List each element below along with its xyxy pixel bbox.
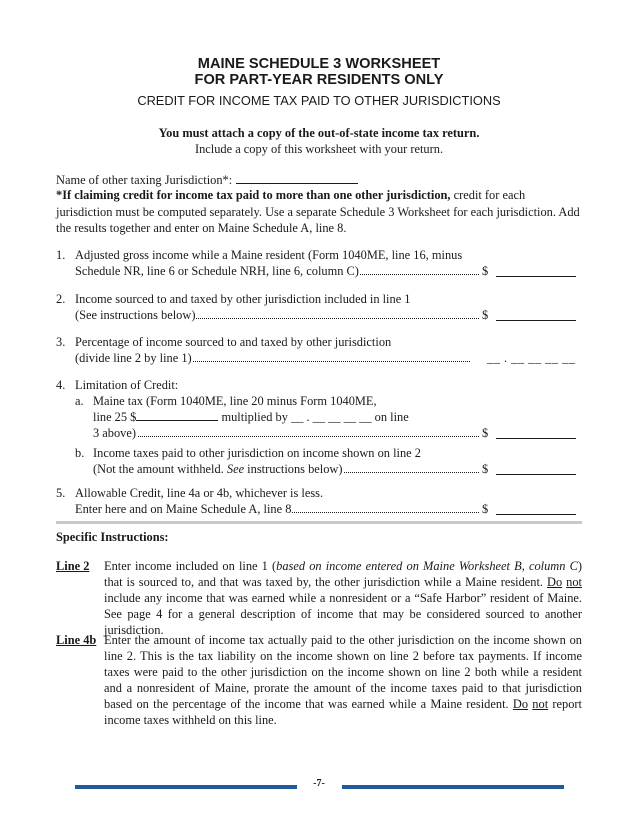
jurisdiction-name-field[interactable] xyxy=(236,171,358,184)
line-1-text-b: Schedule NR, line 6 or Schedule NRH, line 6, column C) xyxy=(75,264,359,278)
title-line-1: MAINE SCHEDULE 3 WORKSHEET xyxy=(197,56,441,72)
attach-notice: You must attach a copy of the out-of-state income tax return. xyxy=(158,126,480,140)
multi-jurisdiction-note xyxy=(56,187,582,237)
line-1-dollar: $ xyxy=(482,264,489,278)
line-2-number: 2. xyxy=(56,292,66,306)
line-1 xyxy=(56,247,582,279)
line-4b-text-2-pre: (Not the amount withheld. xyxy=(93,462,227,476)
line-5-number: 5. xyxy=(56,486,66,500)
instruction-line-2-not: not xyxy=(566,575,582,589)
line-4a-text-2-pre: line 25 $ xyxy=(93,410,137,424)
line-2-text-a: Income sourced to and taxed by other jurisdiction included in line 1 xyxy=(75,292,411,306)
instruction-line-4b-part-1: Enter the amount of income tax actually paid to the other jurisdiction on the income shown on line 2. This is the tax liability on the income shown on line 2 before tax payments. If income taxes were paid to the other jurisdiction on the income shown on line 2 both while a resident and a nonresident of Maine, prorate the amount of the income taxes paid to that jurisdiction based on the percentage of the income that was earned while a Maine resident. xyxy=(104,633,582,711)
line-4b-text-2-see: See xyxy=(226,462,245,476)
instruction-line-2-label: Line 2 xyxy=(56,559,90,573)
line-4a-text-1: Maine tax (Form 1040ME, line 20 minus Form 1040ME, xyxy=(93,394,377,408)
jurisdiction-name-row xyxy=(56,171,358,188)
line-4 xyxy=(56,377,582,477)
line-2 xyxy=(56,291,582,323)
line-4b-amount-field[interactable] xyxy=(496,474,576,475)
instruction-line-2-italic: based on income entered on Maine Worksheet B, column C xyxy=(276,559,578,573)
line-4b-dollar: $ xyxy=(482,462,489,476)
subtitle: CREDIT FOR INCOME TAX PAID TO OTHER JURISDICTIONS xyxy=(137,93,501,108)
instruction-line-2-part-2: ) that is sourced to, and that was taxed by, the other jurisdiction while a Maine resident. xyxy=(104,559,582,589)
line-4b-text-2-row xyxy=(93,461,344,477)
title-line-2: FOR PART-YEAR RESIDENTS ONLY xyxy=(194,72,444,88)
instruction-line-2-do: Do xyxy=(547,575,563,589)
jurisdiction-name-label: Name of other taxing Jurisdiction*: xyxy=(56,173,233,187)
instruction-line-4b-not: not xyxy=(532,697,549,711)
line-1-number: 1. xyxy=(56,248,66,262)
line-4a-amount-field[interactable] xyxy=(496,438,576,439)
line-4a-text-3: 3 above) xyxy=(93,426,137,440)
line-2-dollar: $ xyxy=(482,308,489,322)
instruction-line-4b-part-2: report income taxes withheld on this line. xyxy=(104,697,582,727)
line-5-dollar: $ xyxy=(482,502,489,516)
line-4a-percentage-field[interactable]: __ . __ __ __ __ xyxy=(291,410,372,424)
line-4a-leader xyxy=(93,436,479,437)
section-divider xyxy=(56,521,582,524)
page-number: -7- xyxy=(313,778,325,789)
line-3-text-b: (divide line 2 by line 1) xyxy=(75,351,192,365)
line-4b-text-2-post: instructions below) xyxy=(244,462,343,476)
line-4a-dollar: $ xyxy=(482,426,489,440)
line-4-number: 4. xyxy=(56,378,66,392)
line-4a-text-2-row xyxy=(93,409,409,425)
instruction-line-4b-body xyxy=(104,632,582,728)
line-2-text-b: (See instructions below) xyxy=(75,308,196,322)
line-3-number: 3. xyxy=(56,335,66,349)
line-4-text: Limitation of Credit: xyxy=(75,378,179,392)
specific-instructions-heading: Specific Instructions: xyxy=(56,530,169,544)
line-4b-label: b. xyxy=(75,446,85,460)
line-3 xyxy=(56,334,582,366)
line-2-amount-field[interactable] xyxy=(496,320,576,321)
line-1-amount-field[interactable] xyxy=(496,276,576,277)
multi-note-bold: *If claiming credit for income tax paid to more than one other jurisdiction, xyxy=(56,188,451,202)
line-4b-text-1: Income taxes paid to other jurisdiction on income shown on line 2 xyxy=(93,446,421,460)
line-4a-tax-field[interactable] xyxy=(136,409,218,421)
line-3-text-a: Percentage of income sourced to and taxed by other jurisdiction xyxy=(75,335,392,349)
instruction-line-4b-label: Line 4b xyxy=(56,633,97,647)
multi-note-rest: credit for each jurisdiction must be computed separately. Use a separate Schedule 3 Worksheet for each jurisdiction. Add the results together and enter on Maine Schedule A, line 8. xyxy=(56,188,580,235)
instruction-line-2-part-3: include any income that was earned while a nonresident or a “Safe Harbor” resident of Maine. See page 4 for a general description of income that may be considered sourced to another jurisdiction. xyxy=(104,591,582,637)
line-5 xyxy=(56,485,582,517)
instruction-line-4b-do: Do xyxy=(512,697,529,711)
line-3-percentage-field[interactable]: __ . __ __ __ __ xyxy=(487,351,576,365)
include-notice: Include a copy of this worksheet with your return. xyxy=(194,142,444,156)
line-5-text-b: Enter here and on Maine Schedule A, line 8 xyxy=(75,502,292,516)
instruction-line-2-part-1: Enter income included on line 1 ( xyxy=(104,559,277,573)
line-4a-text-2-mid: multiplied by xyxy=(218,410,291,424)
line-5-text-a: Allowable Credit, line 4a or 4b, whichever is less. xyxy=(75,486,324,500)
line-4a-text-2-post: on line xyxy=(371,410,409,424)
footer-bar-right xyxy=(342,785,564,789)
line-1-text-a: Adjusted gross income while a Maine resident (Form 1040ME, line 16, minus xyxy=(75,248,463,262)
instruction-line-2-body xyxy=(104,558,582,638)
line-5-amount-field[interactable] xyxy=(496,514,576,515)
line-4a-label: a. xyxy=(75,394,84,408)
